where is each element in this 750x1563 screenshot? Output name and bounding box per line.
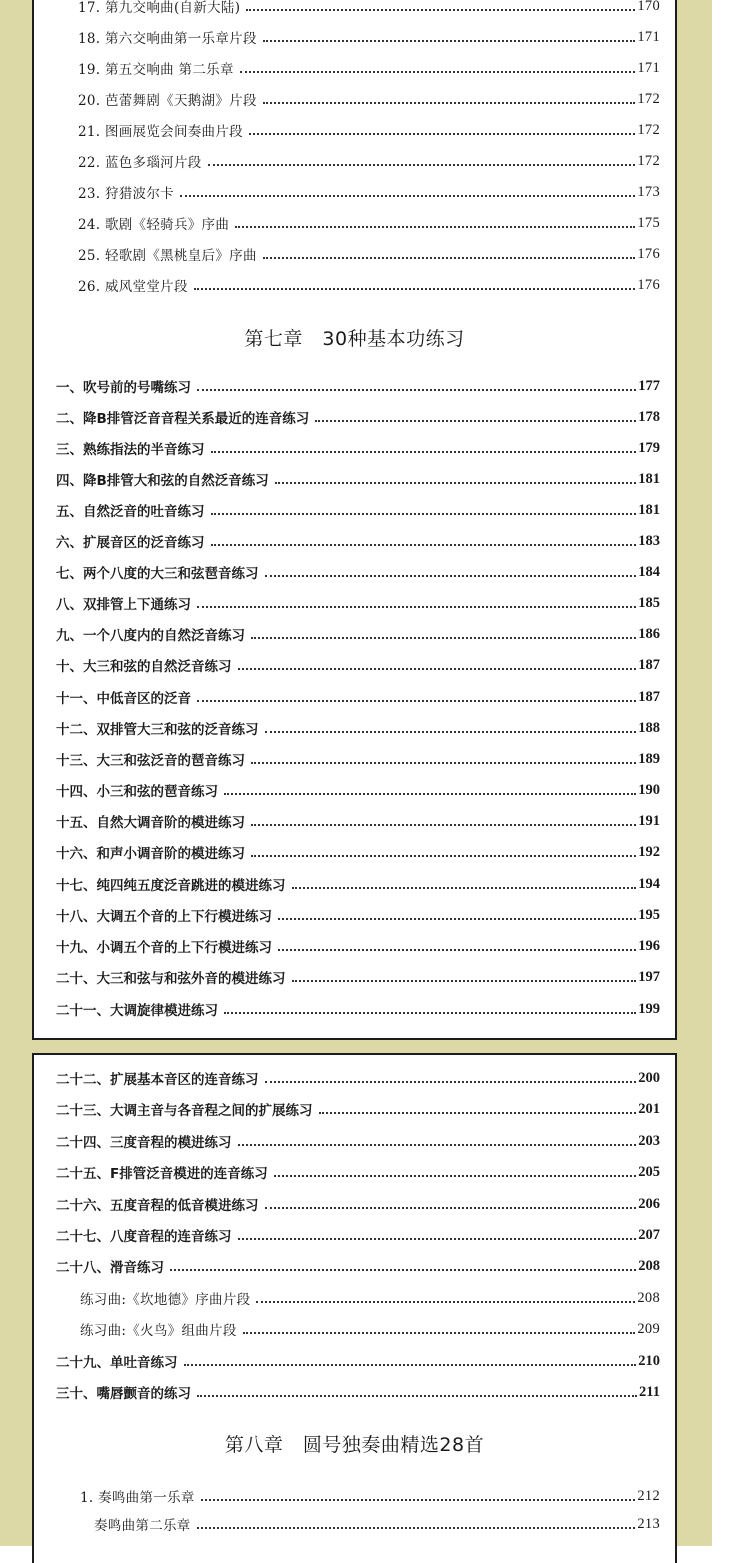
toc-entry (56, 748, 660, 770)
toc-entry (80, 1485, 660, 1507)
leader-dots (170, 1260, 636, 1271)
leader-dots (224, 784, 636, 795)
leader-dots (197, 1386, 637, 1397)
entry-page: 199 (638, 1000, 660, 1017)
entry-title: 五、自然泛音的吐音练习 (56, 504, 205, 520)
toc-entry (56, 1381, 660, 1403)
leader-dots (292, 971, 637, 982)
entry-title: 24. 歌剧《轻骑兵》序曲 (78, 217, 230, 233)
entry-page: 208 (638, 1257, 660, 1274)
leader-dots (224, 1003, 636, 1014)
leader-dots (201, 1490, 636, 1501)
leader-dots (238, 1229, 637, 1240)
entry-page: 186 (638, 625, 660, 642)
entry-title: 十一、中低音区的泛音 (56, 691, 191, 707)
entry-title: 17. 第九交响曲(自新大陆) (78, 0, 241, 16)
entry-page: 176 (637, 245, 660, 262)
toc-entry (56, 998, 660, 1020)
leader-dots (243, 1323, 636, 1334)
entry-title: 二、降B排管泛音音程关系最近的连音练习 (56, 411, 310, 427)
toc-entry (56, 1193, 660, 1215)
leader-dots (319, 1103, 637, 1114)
toc-entry (56, 935, 660, 957)
entry-title: 练习曲:《火鸟》组曲片段 (80, 1323, 237, 1339)
toc-entry (78, 0, 660, 17)
toc-entry (56, 1350, 660, 1372)
entry-title: 25. 轻歌剧《黑桃皇后》序曲 (78, 248, 257, 264)
leader-dots (240, 62, 636, 73)
toc-entry (56, 717, 660, 739)
entry-title: 一、吹号前的号嘴练习 (56, 380, 191, 396)
entry-title: 练习曲:《坎地德》序曲片段 (80, 1292, 251, 1308)
entry-page: 208 (637, 1289, 660, 1306)
entry-page: 172 (637, 121, 660, 138)
leader-dots (292, 878, 637, 889)
toc-entry (78, 274, 660, 296)
entry-page: 178 (638, 408, 660, 425)
entry-page: 187 (638, 656, 660, 673)
leader-dots (278, 940, 636, 951)
entry-title: 十、大三和弦的自然泛音练习 (56, 659, 232, 675)
entry-page: 185 (638, 594, 660, 611)
entry-page: 189 (638, 750, 660, 767)
entry-page: 184 (638, 563, 660, 580)
toc-entry (56, 437, 660, 459)
toc-entry (56, 592, 660, 614)
entry-title: 八、双排管上下通练习 (56, 597, 191, 613)
entry-title: 26. 威风堂堂片段 (78, 279, 188, 295)
entry-page: 171 (637, 28, 660, 45)
entry-page: 209 (637, 1320, 660, 1337)
leader-dots (238, 1135, 637, 1146)
leader-dots (265, 1198, 637, 1209)
toc-entry (56, 1130, 660, 1152)
entry-page: 195 (638, 906, 660, 923)
leader-dots (194, 279, 636, 290)
entry-title: 22. 蓝色多瑙河片段 (78, 155, 202, 171)
toc-page-2 (32, 1053, 677, 1563)
leader-dots (249, 124, 635, 135)
toc-entry (56, 1224, 660, 1246)
entry-page: 177 (638, 377, 660, 394)
entry-page: 213 (637, 1515, 660, 1532)
leader-dots (208, 155, 636, 166)
entry-page: 192 (638, 843, 660, 860)
entry-page: 190 (638, 781, 660, 798)
leader-dots (263, 248, 636, 259)
entry-page: 181 (638, 470, 660, 487)
leader-dots (251, 815, 636, 826)
entry-title: 23. 狩猎波尔卡 (78, 186, 174, 202)
entry-title: 二十三、大调主音与各音程之间的扩展练习 (56, 1103, 313, 1119)
toc-entry (56, 841, 660, 863)
entry-title: 二十九、单吐音练习 (56, 1355, 178, 1371)
leader-dots (263, 93, 636, 104)
entry-page: 200 (638, 1069, 660, 1086)
entry-page: 179 (638, 439, 660, 456)
entry-title: 三、熟练指法的半音练习 (56, 442, 205, 458)
entry-title: 十六、和声小调音阶的模进练习 (56, 846, 245, 862)
leader-dots (251, 628, 636, 639)
entry-page: 183 (638, 532, 660, 549)
toc-entry (56, 1067, 660, 1089)
entry-page: 196 (638, 937, 660, 954)
entry-page: 194 (638, 875, 660, 892)
entry-title: 二十、大三和弦与和弦外音的模进练习 (56, 971, 286, 987)
entry-page: 211 (639, 1383, 660, 1400)
toc-entry (78, 119, 660, 141)
toc-entry (56, 966, 660, 988)
entry-title: 十三、大三和弦泛音的琶音练习 (56, 753, 245, 769)
entry-page: 191 (638, 812, 660, 829)
toc-entry (78, 88, 660, 110)
entry-page: 197 (638, 968, 660, 985)
leader-dots (278, 909, 636, 920)
entry-page: 203 (638, 1132, 660, 1149)
leader-dots (180, 186, 635, 197)
entry-page: 170 (637, 0, 660, 14)
entry-title: 二十五、F排管泛音模进的连音练习 (56, 1166, 268, 1182)
toc-entry (78, 181, 660, 203)
leader-dots (238, 659, 637, 670)
entry-title: 二十四、三度音程的模进练习 (56, 1135, 232, 1151)
toc-entry (78, 57, 660, 79)
leader-dots (197, 380, 636, 391)
leader-dots (211, 504, 637, 515)
toc-entry (56, 1098, 660, 1120)
toc-entry (78, 243, 660, 265)
leader-dots (197, 597, 636, 608)
chapter-heading: 第七章 30种基本功练习 (244, 328, 465, 350)
entry-title: 十七、纯四纯五度泛音跳进的模进练习 (56, 878, 286, 894)
toc-entry (56, 654, 660, 676)
leader-dots (251, 753, 636, 764)
leader-dots (265, 566, 637, 577)
toc-entry (78, 150, 660, 172)
entry-title: 七、两个八度的大三和弦琶音练习 (56, 566, 259, 582)
toc-entry (56, 1255, 660, 1277)
entry-page: 171 (637, 59, 660, 76)
leader-dots (275, 473, 636, 484)
toc-entry (56, 530, 660, 552)
entry-page: 172 (637, 152, 660, 169)
toc-entry (56, 375, 660, 397)
entry-title: 二十七、八度音程的连音练习 (56, 1229, 232, 1245)
entry-title: 十二、双排管大三和弦的泛音练习 (56, 722, 259, 738)
leader-dots (256, 1292, 635, 1303)
leader-dots (315, 411, 636, 422)
entry-title: 20. 芭蕾舞剧《天鹅湖》片段 (78, 93, 257, 109)
toc-entry (94, 1513, 660, 1535)
leader-dots (197, 691, 636, 702)
toc-entry (56, 779, 660, 801)
entry-page: 176 (637, 276, 660, 293)
entry-title: 二十八、滑音练习 (56, 1260, 164, 1276)
entry-title: 六、扩展音区的泛音练习 (56, 535, 205, 551)
toc-entry (78, 26, 660, 48)
entry-title: 21. 图画展览会间奏曲片段 (78, 124, 243, 140)
toc-entry (78, 212, 660, 234)
entry-title: 十八、大调五个音的上下行模进练习 (56, 909, 272, 925)
entry-title: 1. 奏鸣曲第一乐章 (80, 1490, 195, 1506)
toc-entry (56, 904, 660, 926)
toc-entry (56, 468, 660, 490)
entry-page: 172 (637, 90, 660, 107)
toc-entry (56, 499, 660, 521)
entry-page: 201 (638, 1100, 660, 1117)
entry-title: 十九、小调五个音的上下行模进练习 (56, 940, 272, 956)
entry-title: 十四、小三和弦的琶音练习 (56, 784, 218, 800)
entry-title: 19. 第五交响曲 第二乐章 (78, 62, 234, 78)
entry-page: 181 (638, 501, 660, 518)
entry-page: 207 (638, 1226, 660, 1243)
leader-dots (265, 1072, 637, 1083)
entry-page: 188 (638, 719, 660, 736)
leader-dots (184, 1355, 637, 1366)
toc-subentry (80, 1287, 660, 1309)
leader-dots (211, 442, 637, 453)
leader-dots (197, 1518, 636, 1529)
entry-page: 205 (638, 1163, 660, 1180)
entry-title: 三十、嘴唇颤音的练习 (56, 1386, 191, 1402)
toc-entry (56, 561, 660, 583)
entry-page: 187 (638, 688, 660, 705)
toc-entry (56, 623, 660, 645)
leader-dots (274, 1166, 637, 1177)
toc-subentry (80, 1318, 660, 1340)
leader-dots (235, 217, 635, 228)
entry-title: 十五、自然大调音阶的模进练习 (56, 815, 245, 831)
entry-page: 173 (637, 183, 660, 200)
entry-page: 212 (637, 1487, 660, 1504)
leader-dots (265, 722, 637, 733)
leader-dots (251, 846, 636, 857)
toc-entry (56, 686, 660, 708)
chapter-heading: 第八章 圆号独奏曲精选28首 (224, 1434, 485, 1456)
entry-page: 206 (638, 1195, 660, 1212)
entry-title: 九、一个八度内的自然泛音练习 (56, 628, 245, 644)
entry-title: 四、降B排管大和弦的自然泛音练习 (56, 473, 269, 489)
toc-entry (56, 873, 660, 895)
entry-title: 二十二、扩展基本音区的连音练习 (56, 1072, 259, 1088)
entry-title: 奏鸣曲第二乐章 (94, 1518, 191, 1534)
entry-title: 18. 第六交响曲第一乐章片段 (78, 31, 257, 47)
toc-entry (56, 810, 660, 832)
leader-dots (246, 0, 635, 11)
leader-dots (263, 31, 636, 42)
entry-title: 二十一、大调旋律模进练习 (56, 1003, 218, 1019)
toc-entry (56, 406, 660, 428)
entry-title: 二十六、五度音程的低音模进练习 (56, 1198, 259, 1214)
toc-entry (56, 1161, 660, 1183)
toc-page-1 (32, 0, 677, 1040)
leader-dots (211, 535, 637, 546)
entry-page: 175 (637, 214, 660, 231)
entry-page: 210 (638, 1352, 660, 1369)
